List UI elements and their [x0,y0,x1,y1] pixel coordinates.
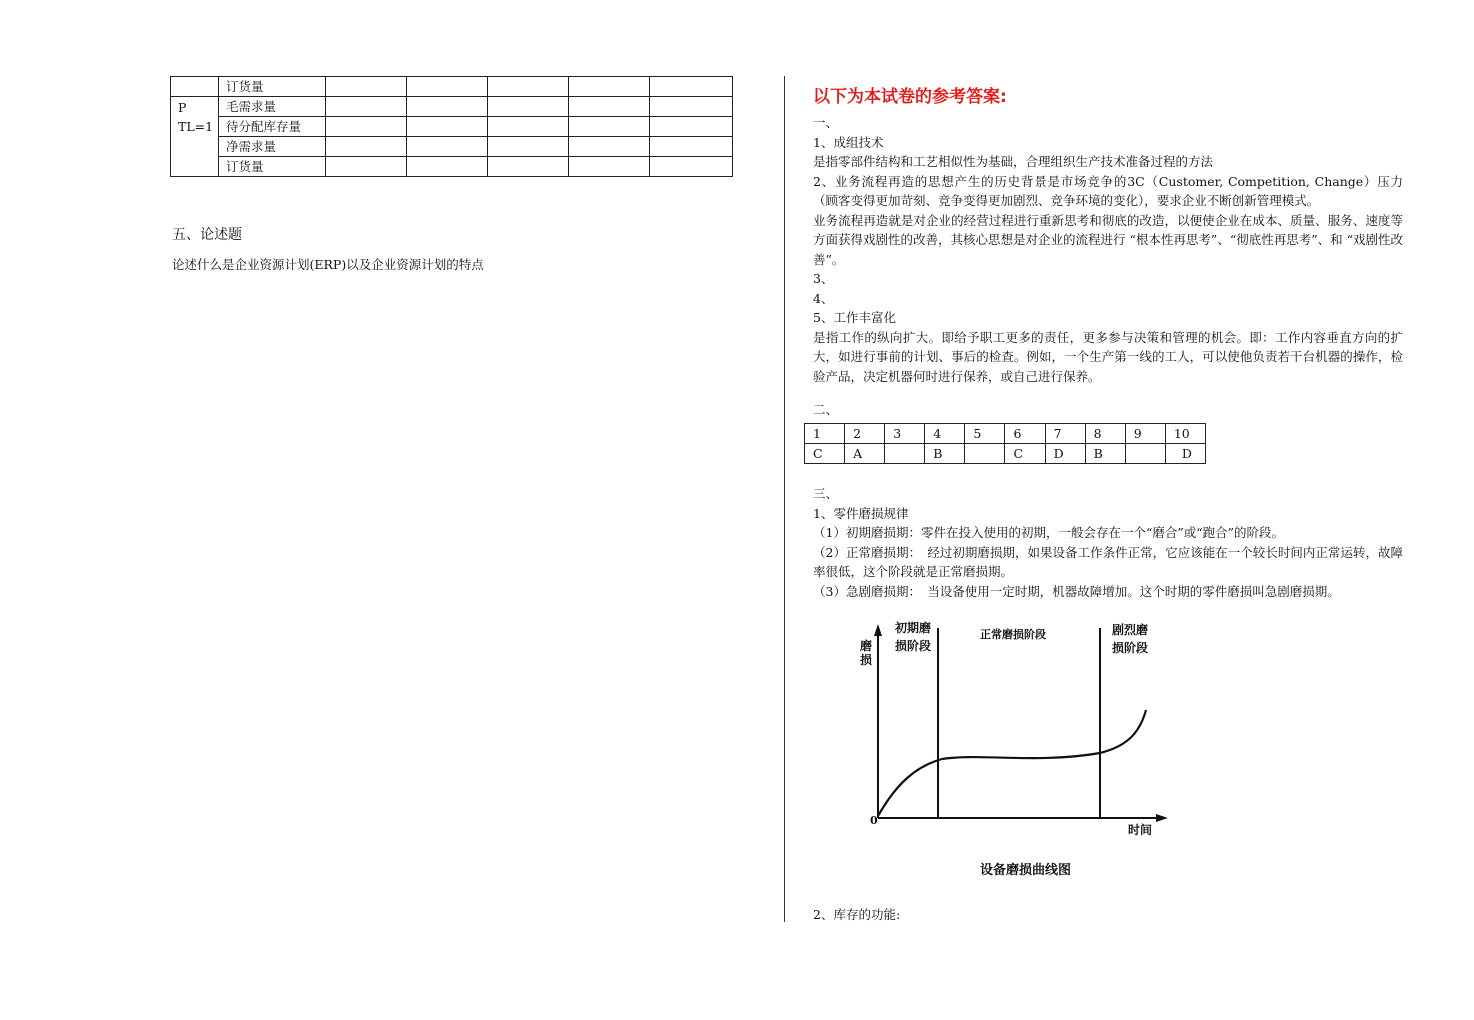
table-cell: 5 [965,424,1005,444]
y-axis-arrow [874,624,882,636]
table-cell: C [1005,444,1045,464]
table-cell: D [1165,444,1205,464]
q3: 3、 [813,271,834,286]
table-cell: 10 [1165,424,1205,444]
figure-caption: 设备磨损曲线图 [980,863,1072,878]
essay-question: 论述什么是企业资源计划(ERP)以及企业资源计划的特点 [172,257,484,272]
column-divider [784,76,785,922]
answer-section [813,86,1403,420]
table-cell [965,444,1005,464]
table-cell: D [1045,444,1085,464]
table-row [171,77,733,97]
group-label: P TL=1 [171,97,219,177]
q1-text: 是指零部件结构和工艺相似性为基础，合理组织生产技术准备过程的方法 [813,154,1214,169]
section-title: 五、论述题 [172,227,242,243]
stage2-label: 正常磨损阶段 [980,628,1046,641]
stage3-label: 剧烈磨 [1112,623,1149,637]
table-row [171,137,733,157]
part2-heading: 二、 [813,402,839,417]
row-label: 待分配库存量 [219,117,326,137]
part1-heading: 一、 [813,115,839,130]
part3-q1-title: 1、零件磨损规律 [813,505,909,521]
table-cell: 6 [1005,424,1045,444]
wear-curve [878,710,1146,816]
q4: 4、 [813,290,834,306]
table-cell: A [845,444,885,464]
answer-table [804,423,1206,464]
table-row [805,424,1206,444]
row-label: 毛需求量 [219,97,326,117]
q2-text: 2、业务流程再造的思想产生的历史背景是市场竞争的3C（Customer, Competition, Change）压力（顾客变得更加苛刻、竞争变得更加剧烈、竞争环境的变化），要求企业不断创新管理模式。 [813,173,1403,208]
table-row [171,157,733,177]
part3-section [813,484,1403,601]
stage1-label: 初期磨 [895,621,932,635]
stage1-label: 损阶段 [895,639,932,653]
x-axis-arrow [1156,814,1168,822]
table-cell: B [1085,444,1125,464]
table-row [171,117,733,137]
y-axis-label-1: 磨 [860,639,873,653]
q2-text2: 业务流程再造就是对企业的经营过程进行重新思考和彻底的改造，以便使企业在成本、质量、服务、速度等方面获得戏剧性的改善，其核心思想是对企业的流程进行 “根本性再思考”、“彻底性再思考”、和 “戏剧性改善”。 [813,212,1403,267]
row-label: 订货量 [219,157,326,177]
q1-title: 1、成组技术 [813,134,884,150]
table-cell: B [925,444,965,464]
q5-text: 是指工作的纵向扩大。即给予职工更多的责任，更多参与决策和管理的机会。即：工作内容垂直方向的扩大，如进行事前的计划、事后的检查。例如，一个生产第一线的工人，可以使他负责若干台机器的操作，检验产品，决定机器何时进行保养，或自己进行保养。 [813,329,1403,384]
origin-label: 0 [870,814,878,827]
table-cell: 9 [1125,424,1165,444]
q5-title: 5、工作丰富化 [813,310,896,325]
table-cell: 7 [1045,424,1085,444]
row-label: 净需求量 [219,137,326,157]
wear-item-3: （3）急剧磨损期： 当设备使用一定时期，机器故障增加。这个时期的零件磨损叫急剧磨损期。 [813,583,1340,599]
wear-curve-figure [808,612,1218,912]
row-label: 订货量 [219,77,326,97]
table-cell [171,77,219,97]
table-cell: 3 [885,424,925,444]
table-cell [1125,444,1165,464]
table-cell: C [805,444,845,464]
table-cell: 2 [845,424,885,444]
stage3-label: 损阶段 [1112,641,1149,655]
table-cell: 4 [925,424,965,444]
table-row [171,97,733,117]
answer-title: 以下为本试卷的参考答案: [813,87,1007,107]
q2-inventory-title: 2、库存的功能: [813,907,901,922]
table-cell: 8 [1085,424,1125,444]
wear-item-1: （1）初期磨损期：零件在投入使用的初期，一般会存在一个“磨合”或“跑合”的阶段。 [813,525,1285,540]
wear-item-2: （2）正常磨损期： 经过初期磨损期，如果设备工作条件正常，它应该能在一个较长时间内正常运转，故障率很低，这个阶段就是正常磨损期。 [813,544,1403,579]
table-cell [885,444,925,464]
table-cell: 1 [805,424,845,444]
part3-heading: 三、 [813,486,839,501]
y-axis-label-2: 损 [860,653,873,667]
x-axis-label: 时间 [1128,823,1153,837]
table-row [805,444,1206,464]
mrp-table [170,76,733,177]
